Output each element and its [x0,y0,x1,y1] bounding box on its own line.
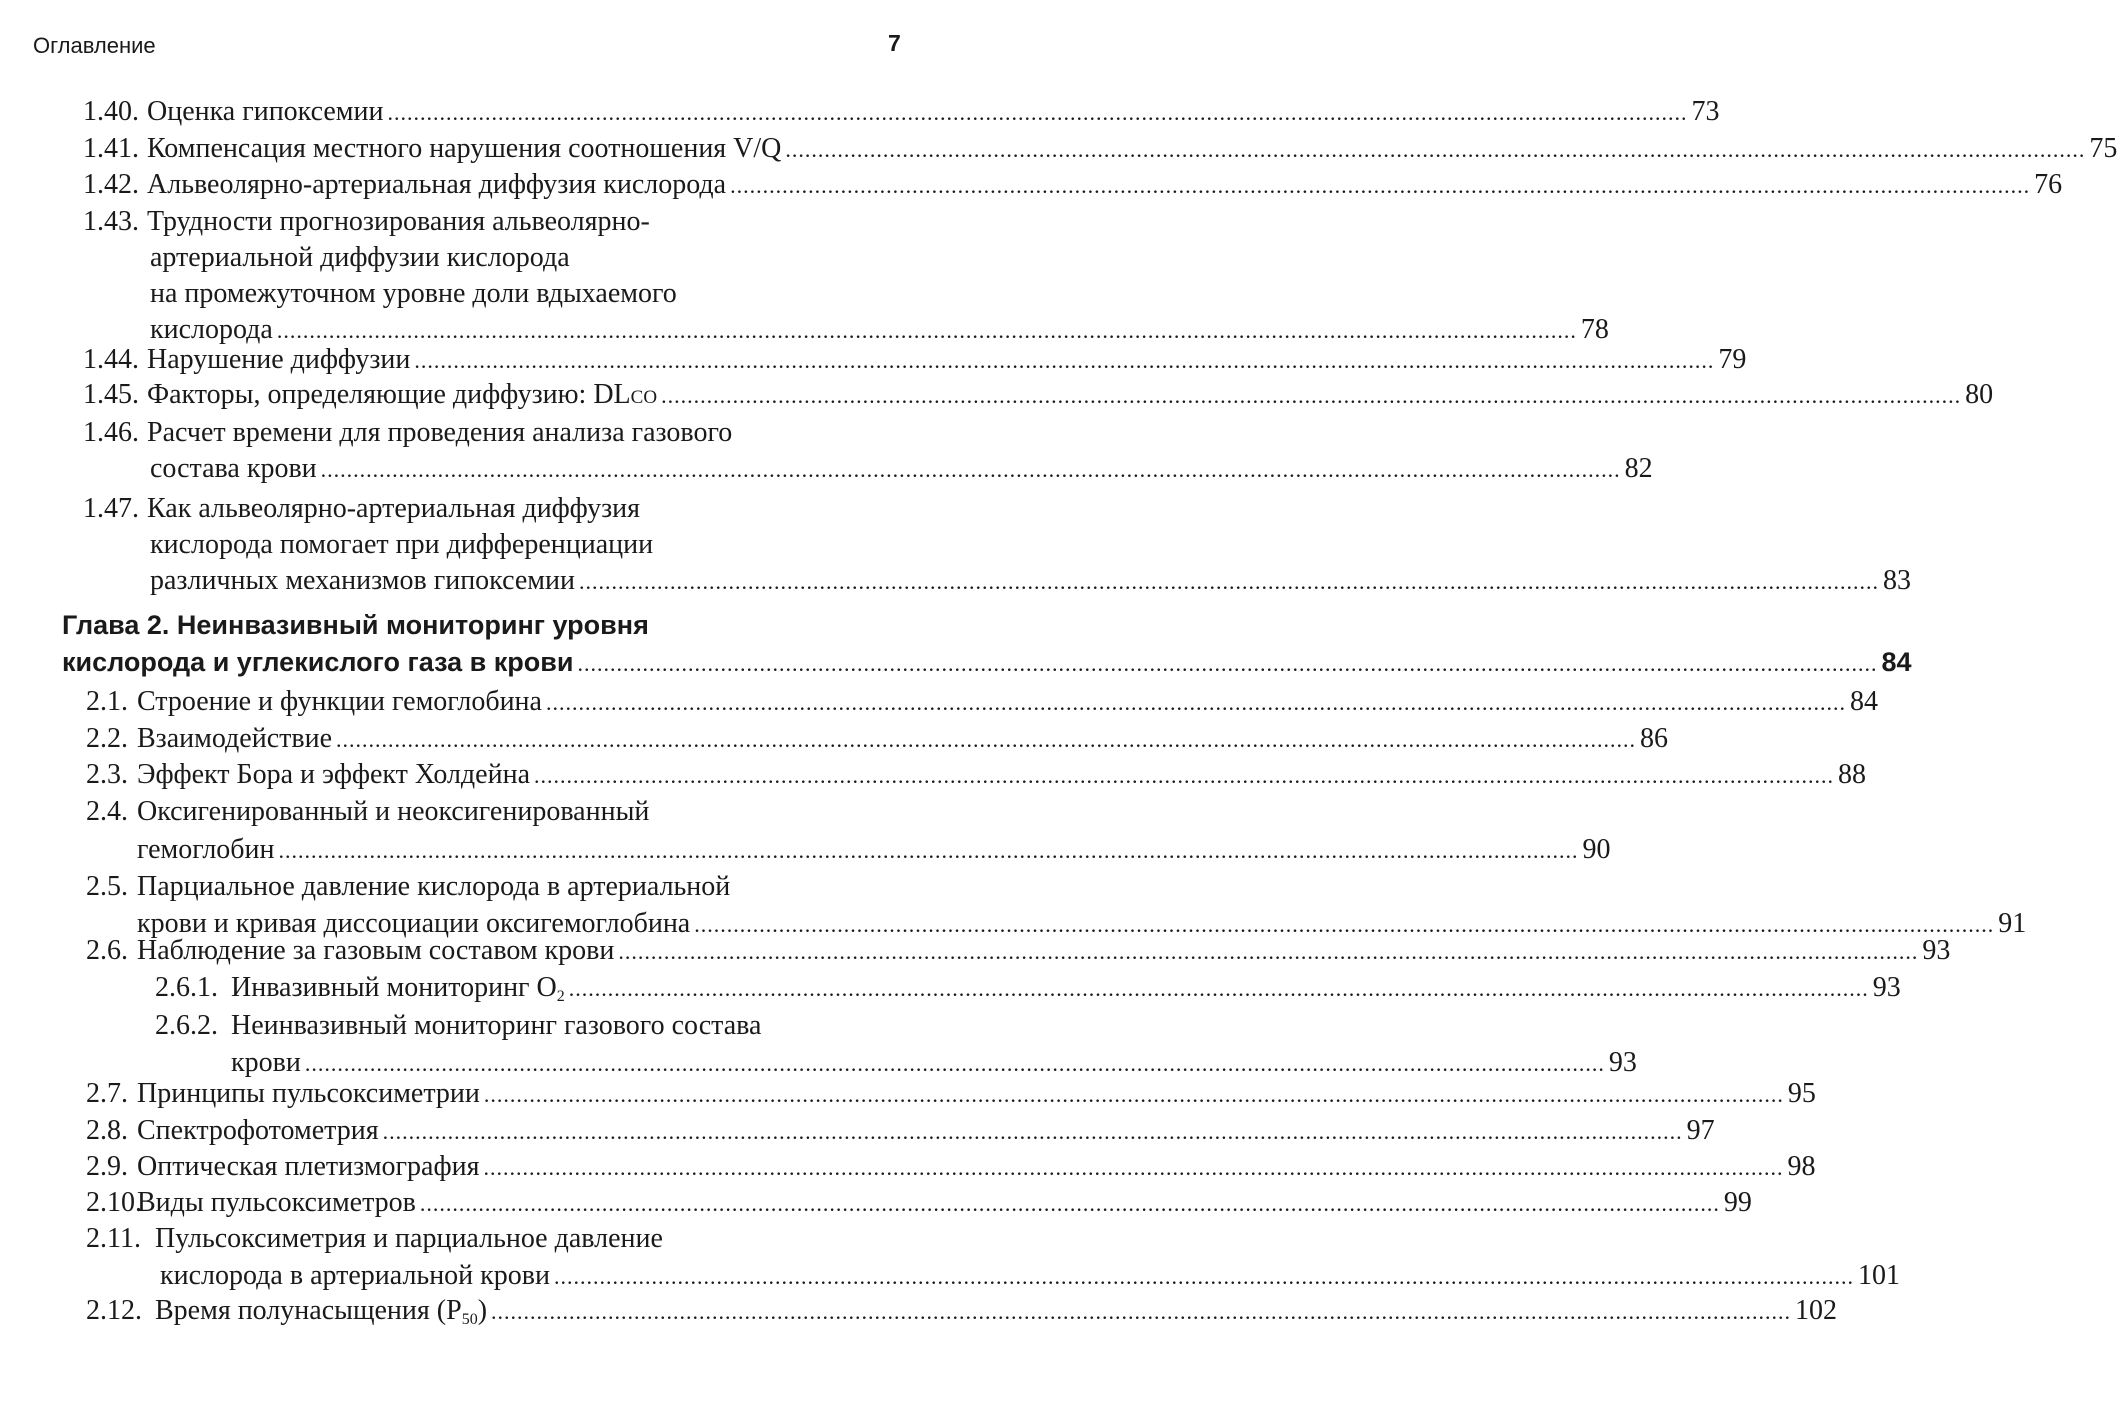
toc-entry-title: кислорода в артериальной крови [160,1260,550,1291]
toc-entry [0,343,1747,377]
toc-entry-title: кислорода [150,314,273,345]
toc-entry [0,378,1994,412]
toc-page-number: 84 [1849,686,1878,717]
toc-page-number: 82 [1624,453,1653,484]
toc-page-number: 76 [2034,169,2063,200]
toc-entry-number: 2.10. [86,1187,142,1218]
toc-entry-title: Трудности прогнозирования альвеолярно- [147,206,650,237]
toc-entry-title: Пульсоксиметрия и парциальное давление [155,1223,663,1254]
toc-entry-title: Компенсация местного нарушения соотношения V/Q [147,133,782,164]
toc-page-number: 73 [1691,96,1720,127]
toc-page-number: 75 [2089,133,2117,164]
toc-entry-title: крови и кривая диссоциации оксигемоглобина [137,908,691,939]
page-number: 7 [888,30,901,56]
toc-entry-title: Оценка гипоксемии [147,96,384,127]
toc-page-number: 93 [1922,935,1951,966]
running-header: Оглавление [33,33,156,58]
dot-leader: ........................................................................................................................................................................................................ [553,1264,1854,1289]
toc-page-number: 98 [1787,1151,1816,1182]
toc-page-number: 78 [1580,314,1609,345]
dot-leader: ........................................................................................................................................................................................................ [382,1119,1683,1144]
toc-page-number: 83 [1882,565,1911,596]
toc-page-number: 95 [1787,1078,1816,1109]
toc-entry-number: 1.43. [83,206,139,237]
toc-entry-title: гемоглобин [137,834,275,865]
toc-entry-number: 1.41. [83,133,139,164]
toc-entry-number: 1.46. [83,417,139,448]
toc-entry-number: 2.2. [86,723,128,754]
toc-entry-number: 1.47. [83,493,139,524]
toc-entry [0,870,2027,941]
dot-leader: ........................................................................................................................................................................................................ [785,137,2086,162]
toc-entry-title: Эффект Бора и эффект Холдейна [137,759,530,790]
toc-entry-number: 2.11. [86,1223,141,1254]
toc-entry-title: на промежуточном уровне доли вдыхаемого [150,278,677,309]
toc-entry [0,416,1653,486]
toc-entry [0,934,1951,968]
toc-entry [0,492,1911,598]
toc-entry-title: Расчет времени для проведения анализа газового [147,417,733,448]
dot-leader: ........................................................................................................................................................................................................ [483,1155,1784,1180]
toc-entry-title: Виды пульсоксиметров [137,1187,416,1218]
toc-entry-number: 1.40. [83,96,139,127]
toc-entry-number: 2.4. [86,796,128,827]
dot-leader: ........................................................................................................................................................................................................ [278,838,1579,863]
dot-leader: ........................................................................................................................................................................................................ [276,318,1577,343]
dot-leader: ........................................................................................................................................................................................................ [568,976,1869,1001]
toc-entry [0,1150,1816,1184]
toc-entry-number: 1.45. [83,379,139,410]
toc-entry-number: 2.6.1. [155,972,218,1003]
toc-entry [0,95,1720,129]
toc-entry-title: Строение и функции гемоглобина [137,686,542,717]
dot-leader: ........................................................................................................................................................................................................ [577,651,1878,676]
toc-entry-title: крови [231,1047,301,1078]
dot-leader: ........................................................................................................................................................................................................ [534,763,1834,788]
dot-leader: ........................................................................................................................................................................................................ [545,690,1846,715]
toc-entry-number: 2.6. [86,935,128,966]
dot-leader: ........................................................................................................................................................................................................ [661,383,1962,408]
dot-leader: ........................................................................................................................................................................................................ [491,1299,1792,1324]
toc-entry-title: Нарушение диффузии [147,344,411,375]
dot-leader: ........................................................................................................................................................................................................ [320,457,1621,482]
dot-leader: ........................................................................................................................................................................................................ [730,173,2031,198]
toc-chapter-heading [0,608,1912,679]
toc-entry-title: кислорода помогает при дифференциации [150,529,654,560]
dot-leader: ........................................................................................................................................................................................................ [336,727,1637,752]
toc-page-number: 79 [1718,344,1747,375]
toc-entry-number: 2.8. [86,1115,128,1146]
toc-entry-title: различных механизмов гипоксемии [150,565,575,596]
toc-page-number: 102 [1795,1295,1838,1326]
toc-entry [0,1114,1715,1148]
toc-entry [0,1009,1637,1080]
toc-entry-number: 2.1. [86,686,128,717]
toc-entry-title: артериальной диффузии кислорода [150,242,570,273]
toc-page-number: 90 [1582,834,1611,865]
toc-page-number: 91 [1998,908,2027,939]
toc-entry-title: состава крови [150,453,317,484]
toc-entry [0,205,1609,347]
toc-page-number: 99 [1723,1187,1752,1218]
toc-page-number: 84 [1881,647,1912,677]
toc-entry [0,795,1611,867]
toc-entry-title: Взаимодействие [137,723,333,754]
toc-page-number: 86 [1640,723,1669,754]
toc-page-number: 101 [1857,1260,1900,1291]
toc-entry-number: 2.9. [86,1151,128,1182]
toc-entry-title: кислорода и углекислого газа в крови [62,647,574,677]
toc-entry [0,758,1866,792]
dot-leader: ........................................................................................................................................................................................................ [578,569,1879,594]
dot-leader: ........................................................................................................................................................................................................ [618,939,1919,964]
toc-page-number: 80 [1965,379,1994,410]
toc-entry [0,971,1901,1005]
toc-entry-title: Спектрофотометрия [137,1115,379,1146]
toc-page-number: 93 [1608,1047,1637,1078]
toc-entry [0,1294,1838,1328]
toc-page-number: 97 [1686,1115,1715,1146]
toc-entry [0,132,2117,166]
toc-entry-number: 1.44. [83,344,139,375]
toc-entry-title: Наблюдение за газовым составом крови [137,935,615,966]
toc-entry-title: Принципы пульсоксиметрии [137,1078,480,1109]
toc-entry-number: 2.5. [86,871,128,902]
toc-entry-title: Как альвеолярно-артериальная диффузия [147,493,641,524]
toc-entry-title: Оксигенированный и неоксигенированный [137,796,650,827]
toc-page-number: 88 [1838,759,1866,790]
toc-entry-number: 1.42. [83,169,139,200]
toc-entry [0,168,2063,202]
toc-entry-title: Факторы, определяющие диффузию: DLCO [147,379,658,410]
toc-entry-title: Альвеолярно-артериальная диффузия кислорода [147,169,727,200]
toc-entry [0,1186,1752,1220]
toc-entry-title: Время полунасыщения $(P_{50})$ [155,1295,488,1328]
toc-entry [0,1222,1900,1293]
dot-leader: ........................................................................................................................................................................................................ [414,348,1715,373]
dot-leader: ........................................................................................................................................................................................................ [419,1191,1720,1216]
dot-leader: ........................................................................................................................................................................................................ [304,1051,1605,1076]
toc-entry-title: Инвазивный мониторинг $O_2$ [231,972,565,1005]
toc-entry [0,722,1669,756]
toc-entry-title: Парциальное давление кислорода в артериальной [137,871,731,902]
toc-entry-number: 2.3. [86,759,128,790]
toc-entry-number: 2.7. [86,1078,128,1109]
toc-entry [0,1077,1816,1111]
toc-entry-title: Оптическая плетизмография [137,1151,480,1182]
toc-entry-number: 2.12. [86,1295,142,1326]
dot-leader: ........................................................................................................................................................................................................ [694,912,1995,937]
dot-leader: ........................................................................................................................................................................................................ [387,100,1688,125]
toc-entry-title: Глава 2. Неинвазивный мониторинг уровня [62,610,649,640]
toc-entry [0,685,1878,719]
toc-entry-number: 2.6.2. [155,1010,218,1041]
toc-entry-title: Неинвазивный мониторинг газового состава [231,1010,762,1041]
toc-page-number: 93 [1872,972,1901,1003]
dot-leader: ........................................................................................................................................................................................................ [483,1082,1784,1107]
